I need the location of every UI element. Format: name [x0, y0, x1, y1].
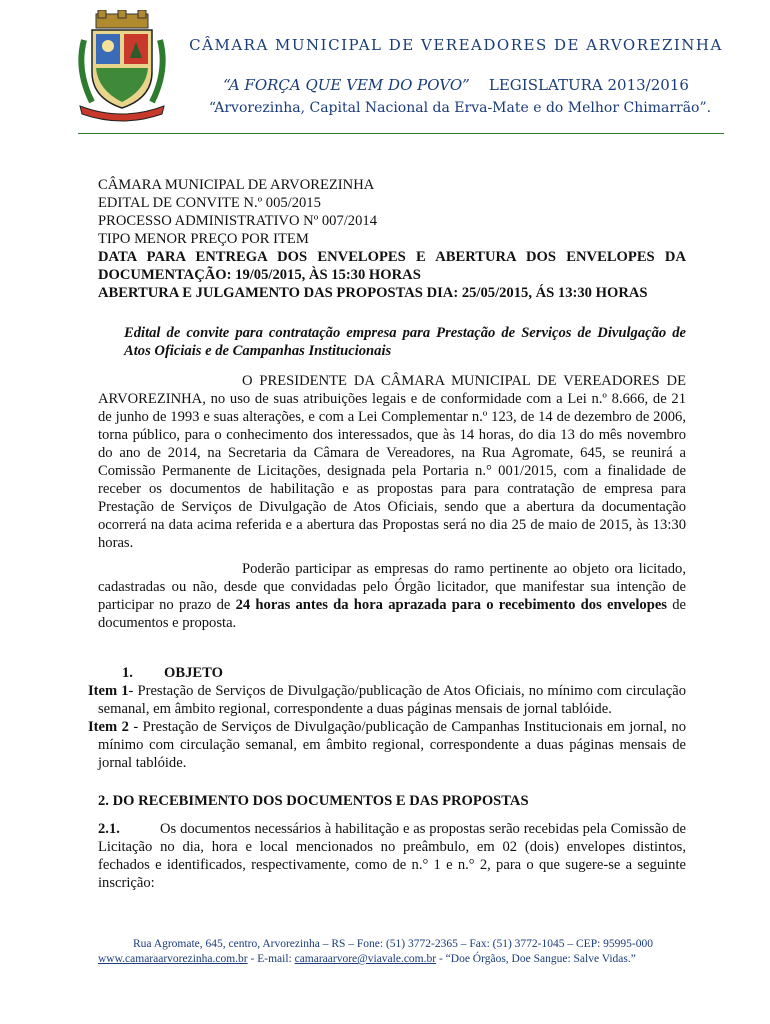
footer-address: Rua Agromate, 645, centro, Arvorezinha – RS – Fone: (51) 3772-2365 – Fax: (51) 3772-1045 – CEP: 95995-000	[133, 938, 653, 950]
document-body	[88, 176, 686, 892]
header-institution: CÂMARA MUNICIPAL DE ARVOREZINHA	[98, 177, 375, 193]
section-1-label: OBJETO	[164, 665, 223, 681]
letterhead-institution: CÂMARA MUNICIPAL DE VEREADORES DE ARVOREZINHA	[189, 36, 723, 54]
letterhead-legislature: LEGISLATURA 2013/2016	[488, 76, 689, 94]
letterhead-motto: “A FORÇA QUE VEM DO POVO”	[223, 76, 470, 94]
intro-paragraph: O PRESIDENTE DA CÂMARA MUNICIPAL DE VEREADORES DE ARVOREZINHA, no uso de suas atribuições legais e de conformidade com a Lei n.º 8.666, de 21 de junho de 1993 e suas alterações, e com a Lei Complementar n.º 123, de 14 de dezembro de 2006, torna público, para o conhecimento dos interessados, que às 14 horas, do dia 13 do mês novembro do ano de 2014, na Secretaria da Câmara de Vereadores, na Rua Agromate, 645, se reunirá a Comissão Permanente de Licitações, designada pela Portaria n.° 001/2015, com a finalidade de receber os documentos de habilitação e as propostas para para contratação de empresa para Prestação de Serviços de Divulgação de Atos Oficiais, sendo que a abertura da documentação ocorrerá na data acima referida e a abertura das Propostas será no dia 25 de maio de 2015, às 13:30 horas.	[98, 373, 686, 551]
section-2-1-number: 2.1.	[98, 821, 120, 837]
header-opening-date: ABERTURA E JULGAMENTO DAS PROPOSTAS DIA: 25/05/2015, ÁS 13:30 HORAS	[98, 285, 648, 301]
section-2-title: 2. DO RECEBIMENTO DOS DOCUMENTOS E DAS PROPOSTAS	[98, 793, 529, 809]
header-delivery-date: DATA PARA ENTREGA DOS ENVELOPES E ABERTURA DOS ENVELOPES DA DOCUMENTAÇÃO: 19/05/2015, ÀS 15:30 HORAS	[98, 249, 686, 283]
section-2-1-paragraph	[98, 820, 686, 892]
section-1-number: 1.	[122, 665, 133, 681]
participation-deadline: 24 horas antes da hora aprazada para o recebimento dos envelopes	[235, 597, 667, 613]
participation-text-before: Poderão participar as empresas do ramo pertinente ao objeto ora licitado, cadastradas ou não, desde que convidadas pelo Órgão licitador, que manifestar sua intenção de participar no prazo de	[98, 561, 686, 613]
letterhead	[0, 0, 770, 140]
header-process-number: PROCESSO ADMINISTRATIVO Nº 007/2014	[98, 213, 377, 229]
object-item-1	[88, 682, 686, 718]
section-2-1-text: Os documentos necessários à habilitação e as propostas serão recebidas pela Comissão de Licitação no dia, hora e local mencionados no preâmbulo, em 02 (dois) envelopes distintos, fechados e identificados, respectivamente, como de n.° 1 e n.° 2, para o que sugere-se a seguinte inscrição:	[98, 821, 686, 891]
footer-email-link[interactable]: camaraarvore@viavale.com.br	[294, 953, 437, 965]
section-1-title	[98, 664, 686, 682]
participation-paragraph	[98, 560, 686, 632]
item-1-label: Item 1	[88, 683, 129, 699]
footer-slogan: - “Doe Órgãos, Doe Sangue: Salve Vidas.”	[436, 953, 636, 965]
page-footer	[98, 937, 688, 967]
item-2-label: Item 2	[88, 719, 129, 735]
letterhead-divider	[78, 133, 724, 134]
header-edital-number: EDITAL DE CONVITE N.º 005/2015	[98, 195, 321, 211]
object-item-2	[88, 718, 686, 772]
header-type: TIPO MENOR PREÇO POR ITEM	[98, 231, 309, 247]
footer-contacts	[98, 952, 688, 967]
footer-email-label: - E-mail:	[247, 953, 295, 965]
letterhead-motto-line	[176, 76, 736, 94]
footer-website-link[interactable]: www.camaraarvorezinha.com.br	[98, 953, 248, 965]
document-subject: Edital de convite para contratação empresa para Prestação de Serviços de Divulgação de Atos Oficiais e de Campanhas Institucionais	[124, 325, 686, 359]
item-2-text: - Prestação de Serviços de Divulgação/publicação de Campanhas Institucionais em jornal, no mínimo com circulação semanal, em âmbito regional, correspondente a duas páginas mensais de jornal tablóide.	[98, 719, 686, 771]
participation-text-after: de documentos e proposta.	[98, 597, 686, 631]
letterhead-tagline: “Arvorezinha, Capital Nacional da Erva-Mate e do Melhor Chimarrão”.	[208, 100, 712, 116]
item-1-text: - Prestação de Serviços de Divulgação/publicação de Atos Oficiais, no mínimo com circulação semanal, em âmbito regional, correspondente a duas páginas mensais de jornal tablóide.	[98, 683, 686, 717]
